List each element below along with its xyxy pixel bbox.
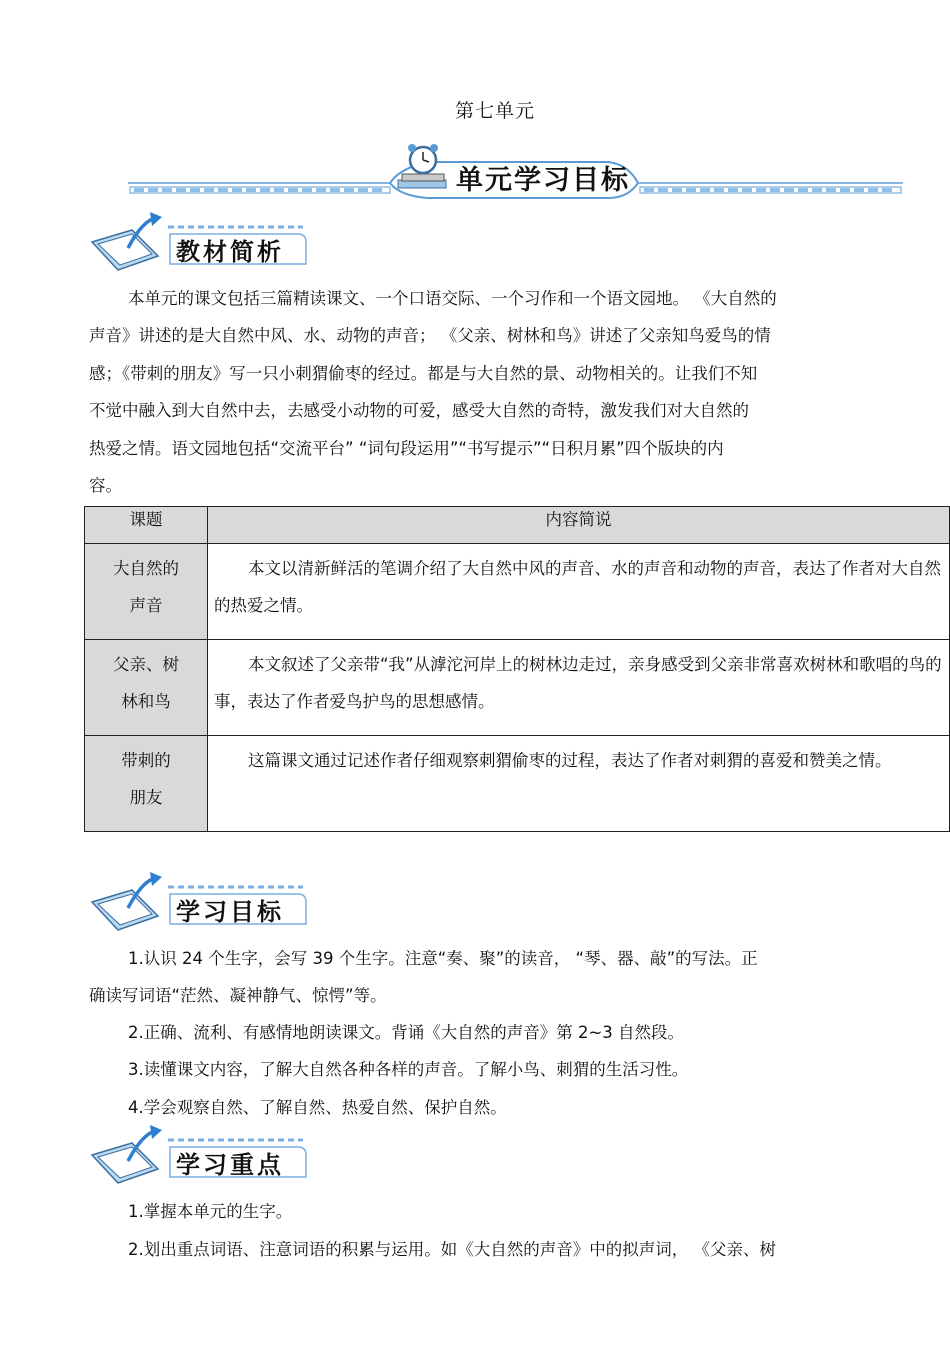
header-topic: 课题: [85, 507, 208, 544]
table-row: [85, 736, 950, 832]
section-heading-key-points: [88, 1125, 313, 1189]
section-title: 教材简析: [176, 238, 284, 266]
topic-cell: [85, 640, 208, 736]
topic-line: 朋友: [129, 788, 163, 807]
table-header-row: [85, 507, 950, 544]
topic-cell: [85, 544, 208, 640]
list-item: 1.掌握本单元的生字。: [128, 1202, 293, 1221]
description-cell: 本文以清新鲜活的笔调介绍了大自然中风的声音、水的声音和动物的声音，表达了作者对大自然的热爱之情。: [208, 544, 950, 640]
paragraph-line: 声音》讲述的是大自然中风、水、动物的声音； 《父亲、树林和鸟》讲述了父亲知鸟爱鸟的情: [89, 326, 771, 345]
header-content: 内容简说: [208, 507, 950, 544]
banner-right-stripe: [638, 183, 903, 193]
lesson-summary-table: [84, 506, 950, 832]
topic-line: 父亲、树: [113, 655, 179, 674]
table-row: [85, 544, 950, 640]
list-item: 2.划出重点词语、注意词语的积累与运用。如《大自然的声音》中的拟声词， 《父亲、树: [128, 1240, 776, 1259]
paragraph-line: 本单元的课文包括三篇精读课文、一个口语交际、一个习作和一个语文园地。 《大自然的: [128, 289, 777, 308]
section-heading-learning-goals: [88, 872, 313, 936]
description-cell: 这篇课文通过记述作者仔细观察刺猬偷枣的过程，表达了作者对刺猬的喜爱和赞美之情。: [208, 736, 950, 832]
section-title: 学习重点: [176, 1151, 284, 1179]
paragraph-line: 不觉中融入到大自然中去，去感受小动物的可爱，感受大自然的奇特，激发我们对大自然的: [89, 401, 749, 420]
description-cell: 本文叙述了父亲带“我”从滹沱河岸上的树林边走过，亲身感受到父亲非常喜欢树林和歌唱的鸟的事，表达了作者爱鸟护鸟的思想感情。: [208, 640, 950, 736]
list-item: 3.读懂课文内容，了解大自然各种各样的声音。了解小鸟、刺猬的生活习性。: [128, 1060, 689, 1079]
topic-line: 声音: [129, 596, 163, 615]
list-item: 4.学会观察自然、了解自然、热爱自然、保护自然。: [128, 1098, 507, 1117]
list-item: 1.认识 24 个生字，会写 39 个生字。注意“奏、聚”的读音， “琴、器、敲”的写法。正: [128, 949, 758, 968]
topic-line: 大自然的: [113, 559, 179, 578]
list-item: 确读写词语“茫然、凝神静气、惊愕”等。: [89, 986, 387, 1005]
section-heading-textbook-analysis: [88, 212, 313, 276]
unit-title: 第七单元: [454, 100, 535, 122]
banner-title: 单元学习目标: [456, 165, 630, 196]
table-row: [85, 640, 950, 736]
paragraph-line: 容。: [89, 476, 122, 495]
paragraph-line: 感；《带刺的朋友》写一只小刺猬偷枣的经过。都是与大自然的景、动物相关的。让我们不知: [89, 364, 758, 383]
banner-left-stripe: [128, 183, 390, 193]
section-title: 学习目标: [176, 898, 284, 926]
topic-cell: [85, 736, 208, 832]
topic-line: 林和鸟: [121, 692, 171, 711]
topic-line: 带刺的: [121, 751, 171, 770]
list-item: 2.正确、流利、有感情地朗读课文。背诵《大自然的声音》第 2~3 自然段。: [128, 1023, 685, 1042]
paragraph-line: 热爱之情。语文园地包括“交流平台” “词句段运用”“书写提示”“日积月累”四个版块的内: [89, 439, 724, 458]
